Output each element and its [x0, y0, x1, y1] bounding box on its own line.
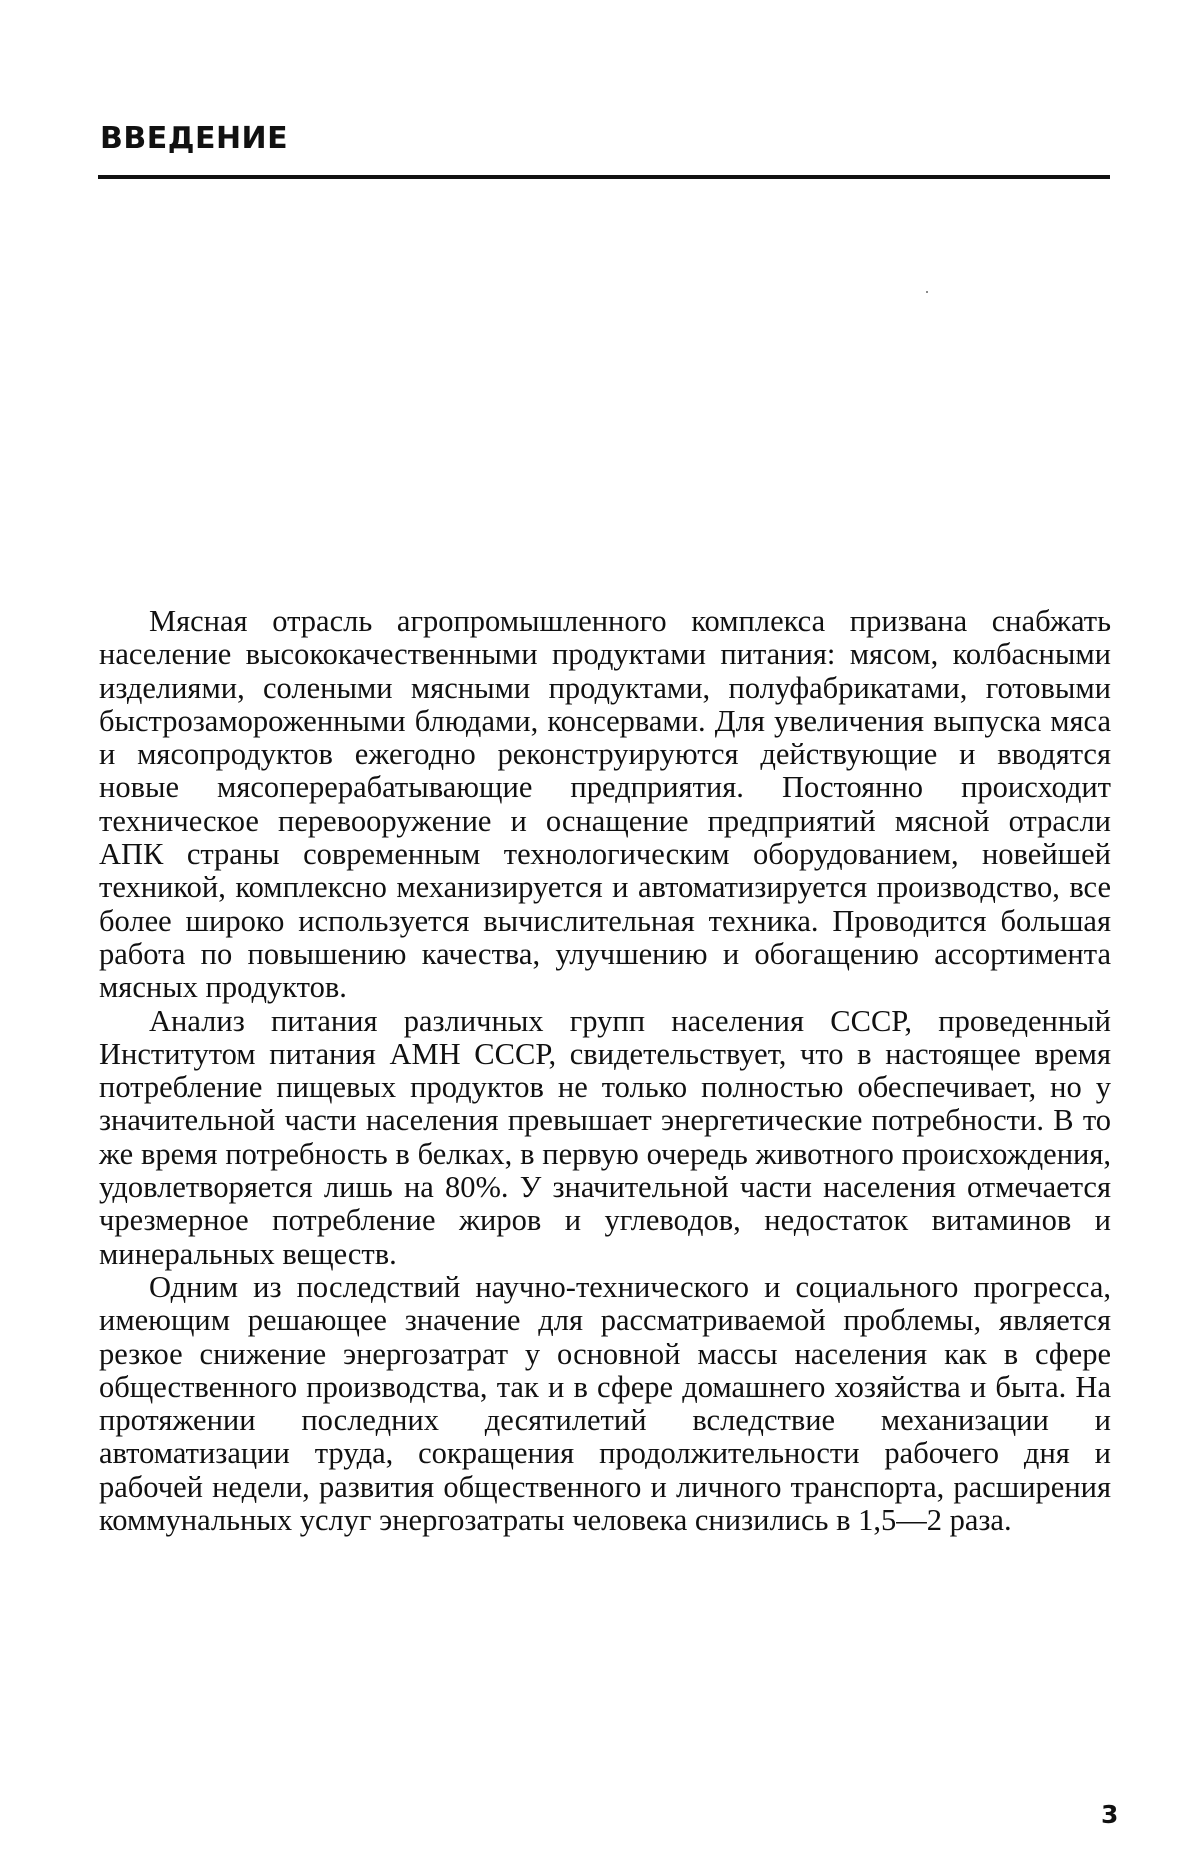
print-speck — [926, 291, 928, 293]
heading-rule — [98, 175, 1110, 179]
paragraph: Одним из последствий научно-технического и социального прогресса, имеющим решающее значение для рассматриваемой проблемы, является резкое снижение энергозатрат у основной массы населения как в сфере общественного производства, так и в сфере домашнего хозяйства и быта. На протяжении последних десятилетий вследствие механизации и автоматизации труда, сокращения продолжительности рабочего дня и рабочей недели, развития общественного и личного транспорта, расширения коммунальных услуг энергозатраты человека снизились в 1,5—2 раза. — [99, 1269, 1111, 1538]
section-heading: ВВЕДЕНИЕ — [100, 121, 289, 156]
page-number: 3 — [1101, 1800, 1119, 1829]
paragraph: Мясная отрасль агропромышленного комплекса призвана снабжать население высококачественными продуктами питания: мясом, колбасными изделиями, солеными мясными продуктами, полуфабрикатами, готовыми быстрозамороженными блюдами, консервами. Для увеличения выпуска мяса и мясопродуктов ежегодно реконструируются действующие и вводятся новые мясоперерабатывающие предприятия. Постоянно происходит техническое перевооружение и оснащение предприятий мясной отрасли АПК страны современным технологическим оборудованием, новейшей техникой, комплексно механизируется и автоматизируется производство, все более широко используется вычислительная техника. Проводится большая работа по повышению качества, улучшению и обогащению ассортимента мясных продуктов. — [99, 604, 1111, 1005]
paragraph: Анализ питания различных групп населения СССР, проведенный Институтом питания АМН СССР, свидетельствует, что в настоящее время потребление пищевых продуктов не только полностью обеспечивает, но у значительной части населения превышает энергетические потребности. В то же время потребность в белках, в первую очередь животного происхождения, удовлетворяется лишь на 80%. У значительной части населения отмечается чрезмерное потребление жиров и углеводов, недостаток витаминов и минеральных веществ. — [99, 1003, 1111, 1271]
body-text — [99, 605, 1111, 1537]
